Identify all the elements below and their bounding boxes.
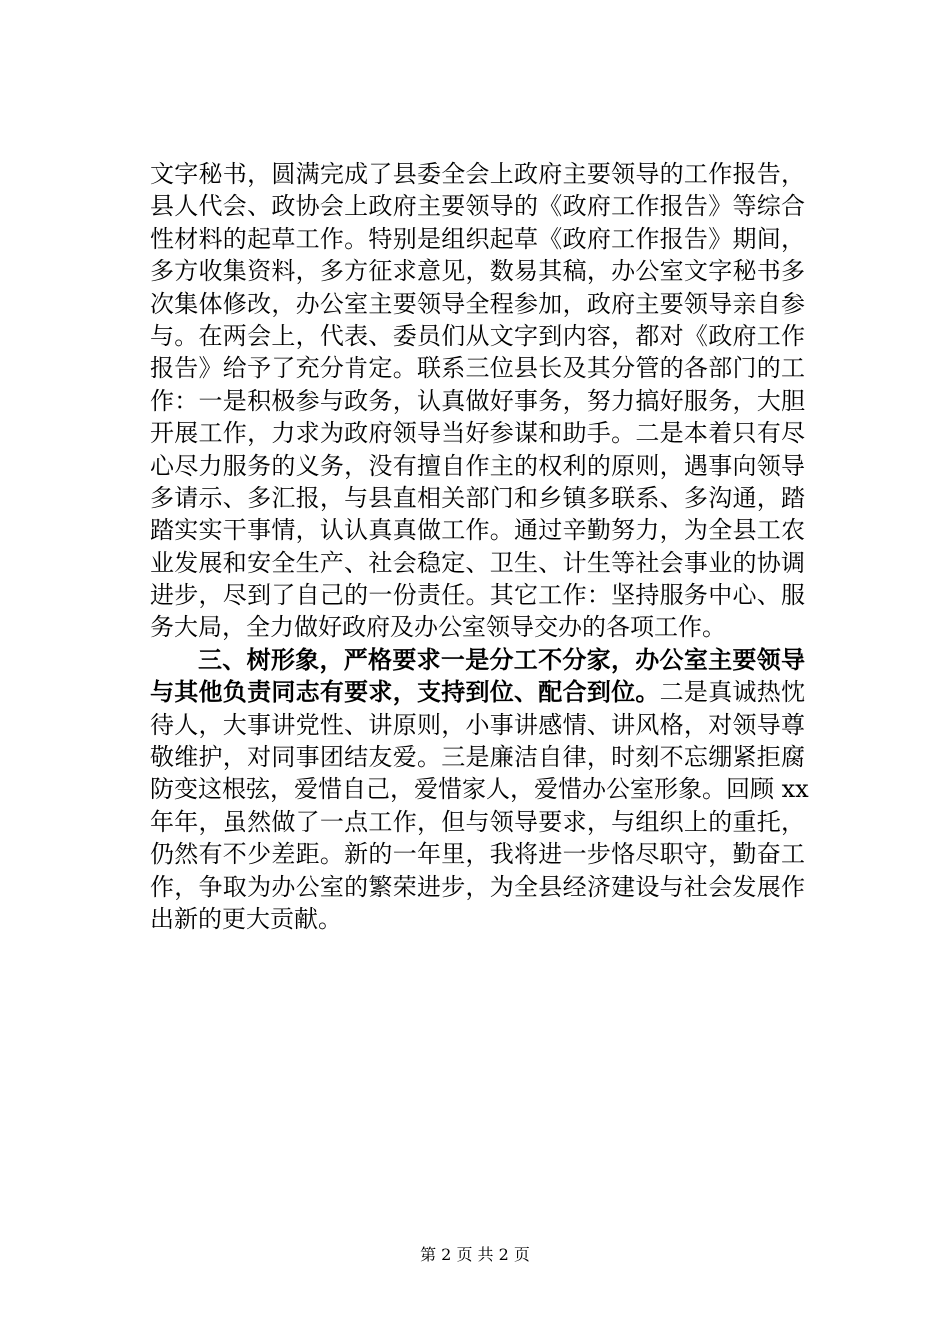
text-line: 待人，大事讲党性、讲原则，小事讲感情、讲风格，对领导尊 bbox=[150, 710, 805, 739]
text-line: 业发展和安全生产、社会稳定、卫生、计生等社会事业的协调 bbox=[150, 548, 805, 577]
text-line: 出新的更大贡献。 bbox=[150, 904, 342, 933]
document-body bbox=[150, 158, 809, 935]
text-line: 报告》给予了充分肯定。联系三位县长及其分管的各部门的工 bbox=[150, 354, 805, 383]
text-line: 防变这根弦，爱惜自己，爱惜家人，爱惜办公室形象。回顾 xx bbox=[150, 775, 809, 804]
text-line: 敬维护，对同事团结友爱。三是廉洁自律，时刻不忘绷紧拒腐 bbox=[150, 743, 805, 772]
text-line: 作：一是积极参与政务，认真做好事务，努力搞好服务，大胆 bbox=[150, 386, 805, 415]
text-line: 心尽力服务的义务，没有擅自作主的权利的原则，遇事向领导 bbox=[150, 451, 805, 480]
text-line: 开展工作，力求为政府领导当好参谋和助手。二是本着只有尽 bbox=[150, 419, 805, 448]
bold-text: 与其他负责同志有要求，支持到位、配合到位。 bbox=[150, 677, 660, 707]
text-line: 作，争取为办公室的繁荣进步，为全县经济建设与社会发展作 bbox=[150, 872, 805, 901]
text-line: 踏实实干事情，认认真真做工作。通过辛勤努力，为全县工农 bbox=[150, 516, 805, 545]
text-line: 年年，虽然做了一点工作，但与领导要求，与组织上的重托， bbox=[150, 807, 805, 836]
text-line: 进步，尽到了自己的一份责任。其它工作：坚持服务中心、服 bbox=[150, 581, 805, 610]
text-line: 性材料的起草工作。特别是组织起草《政府工作报告》期间， bbox=[150, 224, 805, 253]
text-line: 与。在两会上，代表、委员们从文字到内容，都对《政府工作 bbox=[150, 321, 805, 350]
text-line: 务大局，全力做好政府及办公室领导交办的各项工作。 bbox=[150, 613, 726, 642]
text-line: 县人代会、政协会上政府主要领导的《政府工作报告》等综合 bbox=[150, 192, 805, 221]
page-number-footer: 第 2 页 共 2 页 bbox=[420, 1245, 530, 1264]
text-line: 仍然有不少差距。新的一年里，我将进一步恪尽职守，勤奋工 bbox=[150, 840, 805, 869]
text-line: 文字秘书，圆满完成了县委全会上政府主要领导的工作报告， bbox=[150, 160, 805, 188]
text-line: 多请示、多汇报，与县直相关部门和乡镇多联系、多沟通，踏 bbox=[150, 483, 805, 512]
section-heading-line: 三、树形象，严格要求一是分工不分家，办公室主要领导 bbox=[198, 644, 805, 674]
text-line: 次集体修改，办公室主要领导全程参加，政府主要领导亲自参 bbox=[150, 289, 805, 318]
text-line: 多方收集资料，多方征求意见，数易其稿，办公室文字秘书多 bbox=[150, 257, 805, 286]
regular-text: 二是真诚热忱 bbox=[659, 678, 806, 707]
mixed-line bbox=[150, 676, 805, 708]
